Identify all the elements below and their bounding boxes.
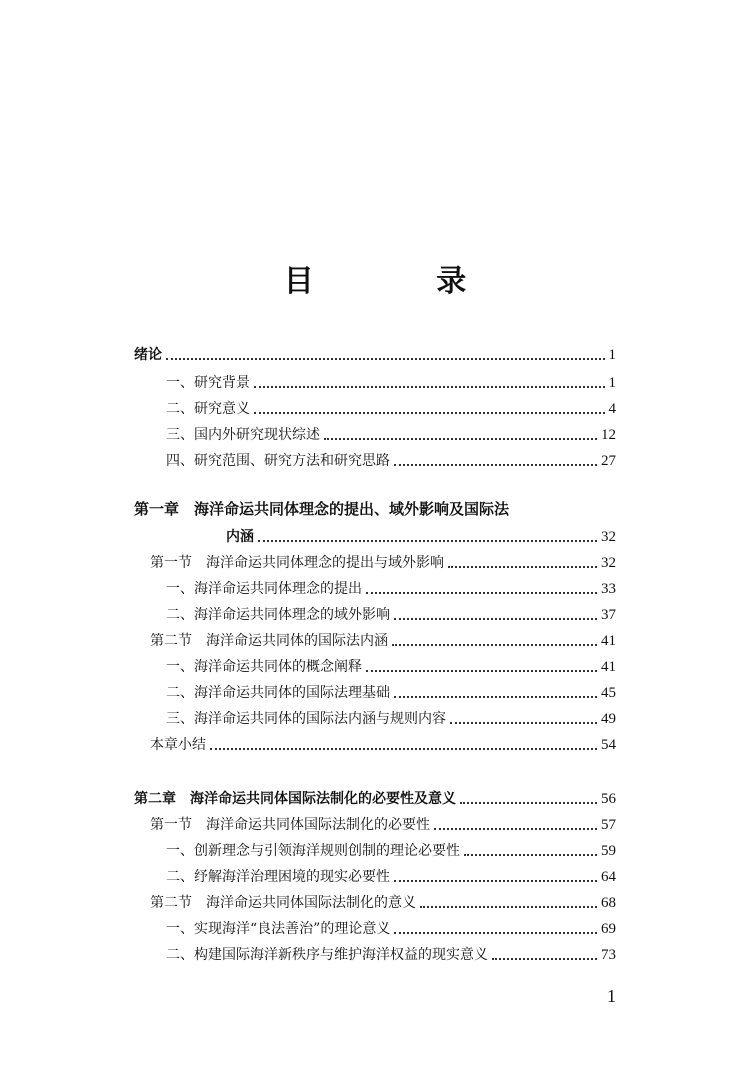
toc-label: 二、海洋命运共同体理念的域外影响 — [166, 607, 390, 623]
toc-label: 本章小结 — [150, 737, 206, 753]
dot-leader — [434, 828, 597, 830]
toc-page: 1 — [608, 375, 616, 391]
toc-page: 54 — [601, 737, 616, 753]
toc-page: 57 — [601, 817, 616, 833]
dot-leader — [394, 880, 597, 882]
toc-label: 第一节 海洋命运共同体国际法制化的必要性 — [150, 817, 430, 833]
page-number: 1 — [607, 986, 616, 1006]
dot-leader — [448, 566, 597, 568]
dot-leader — [450, 722, 597, 724]
toc-entry[interactable] — [166, 940, 616, 964]
toc-page: 64 — [601, 869, 616, 885]
toc-page: 41 — [601, 659, 616, 675]
toc-entry[interactable] — [166, 836, 616, 860]
toc-page: 1 — [608, 347, 616, 363]
toc-page: 73 — [601, 947, 616, 963]
toc-label: 二、研究意义 — [166, 401, 250, 417]
dot-leader — [324, 438, 597, 440]
toc-page: 69 — [601, 921, 616, 937]
toc-label: 三、海洋命运共同体的国际法内涵与规则内容 — [166, 711, 446, 727]
toc-page: 33 — [601, 581, 616, 597]
toc-label: 三、国内外研究现状综述 — [166, 427, 320, 443]
dot-leader — [210, 748, 597, 750]
dot-leader — [394, 618, 597, 620]
toc-label: 第一节 海洋命运共同体理念的提出与域外影响 — [150, 555, 444, 571]
toc-page: 49 — [601, 711, 616, 727]
toc-page: 45 — [601, 685, 616, 701]
toc-page: 12 — [601, 427, 616, 443]
dot-leader — [166, 358, 605, 360]
toc-entry[interactable] — [166, 368, 616, 392]
toc-page: 32 — [601, 529, 616, 545]
toc-entry-intro[interactable] — [134, 340, 616, 364]
toc-label: 第二节 海洋命运共同体的国际法内涵 — [150, 633, 388, 649]
toc-entry[interactable] — [166, 394, 616, 418]
toc-page: 68 — [601, 895, 616, 911]
toc-page: 32 — [601, 555, 616, 571]
toc-chapter-1-title[interactable]: 第一章 海洋命运共同体理念的提出、域外影响及国际法 — [134, 500, 510, 518]
toc-label: 二、海洋命运共同体的国际法理基础 — [166, 685, 390, 701]
toc-page: 37 — [601, 607, 616, 623]
toc-entry[interactable] — [166, 574, 616, 598]
dot-leader — [392, 644, 597, 646]
toc-entry[interactable] — [166, 704, 616, 728]
toc-section[interactable] — [150, 626, 616, 650]
toc-label: 一、研究背景 — [166, 375, 250, 391]
toc-label: 第二章 海洋命运共同体国际法制化的必要性及意义 — [134, 791, 456, 807]
dot-leader — [366, 670, 597, 672]
toc-entry[interactable] — [166, 914, 616, 938]
toc-entry[interactable] — [166, 862, 616, 886]
toc-page: 59 — [601, 843, 616, 859]
dot-leader — [254, 412, 605, 414]
toc-entry-chapter-2[interactable] — [134, 784, 616, 808]
toc-entry[interactable] — [166, 600, 616, 624]
toc-entry[interactable] — [166, 446, 616, 470]
toc-entry[interactable] — [166, 678, 616, 702]
toc-entry[interactable] — [166, 652, 616, 676]
toc-label: 绪论 — [134, 347, 162, 363]
dot-leader — [366, 592, 597, 594]
dot-leader — [464, 854, 597, 856]
toc-page: 27 — [601, 453, 616, 469]
toc-label: 二、纾解海洋治理困境的现实必要性 — [166, 869, 390, 885]
toc-page: 56 — [601, 791, 616, 807]
toc-label: 一、实现海洋“良法善治”的理论意义 — [166, 921, 391, 937]
toc-entry[interactable] — [166, 420, 616, 444]
toc-section[interactable] — [150, 888, 616, 912]
toc-page: 41 — [601, 633, 616, 649]
toc-section[interactable] — [150, 548, 616, 572]
toc-label: 内涵 — [226, 529, 254, 545]
toc-label: 四、研究范围、研究方法和研究思路 — [166, 453, 390, 469]
toc-label: 二、构建国际海洋新秩序与维护海洋权益的现实意义 — [166, 947, 488, 963]
dot-leader — [254, 386, 605, 388]
dot-leader — [460, 802, 597, 804]
dot-leader — [492, 958, 597, 960]
dot-leader — [394, 696, 597, 698]
dot-leader — [258, 540, 597, 542]
toc-section[interactable] — [150, 810, 616, 834]
toc-label: 一、海洋命运共同体理念的提出 — [166, 581, 362, 597]
toc-label: 第二节 海洋命运共同体国际法制化的意义 — [150, 895, 416, 911]
dot-leader — [394, 932, 597, 934]
toc-summary[interactable] — [150, 730, 616, 754]
dot-leader — [394, 464, 597, 466]
toc-label: 一、海洋命运共同体的概念阐释 — [166, 659, 362, 675]
toc-label: 一、创新理念与引领海洋规则创制的理论必要性 — [166, 843, 460, 859]
page-title: 目 录 — [283, 264, 523, 299]
toc-entry-chapter-1[interactable] — [226, 522, 616, 546]
dot-leader — [420, 906, 597, 908]
toc-page: 4 — [608, 401, 616, 417]
